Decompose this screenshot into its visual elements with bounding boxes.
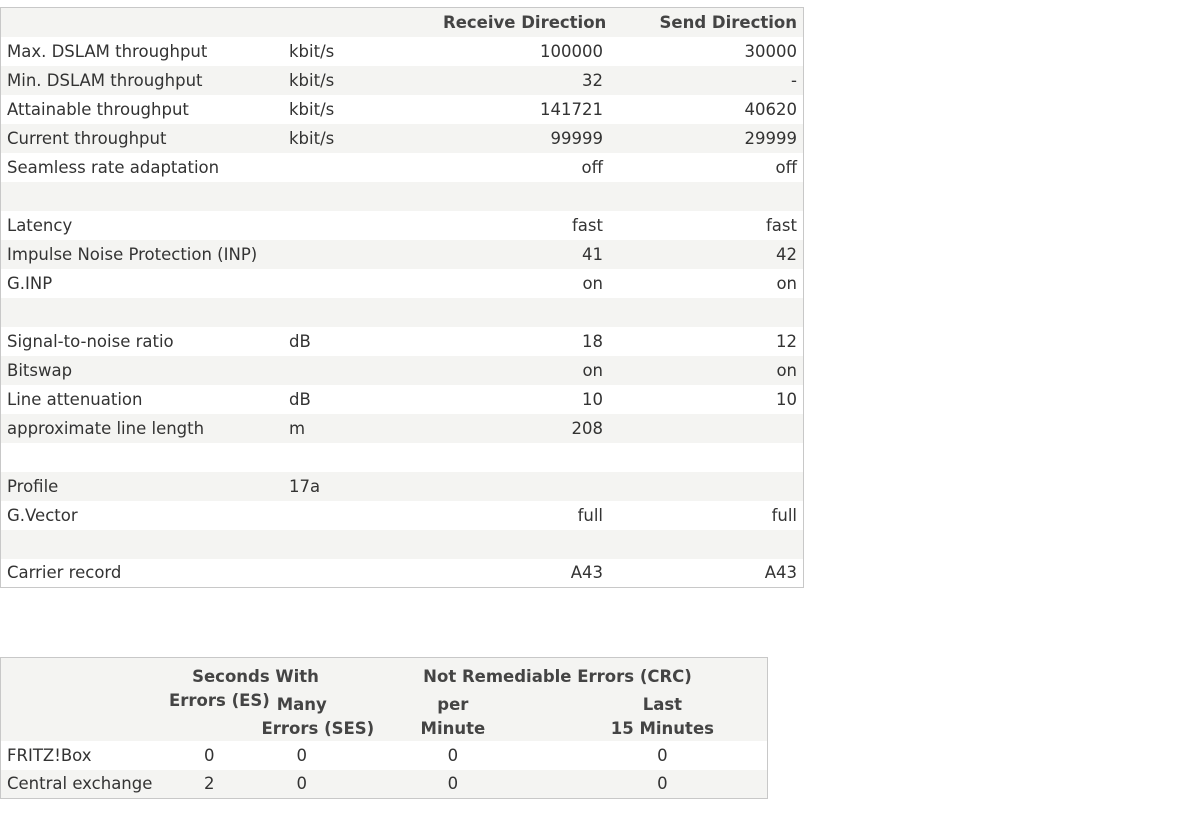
header-receive-direction: Receive Direction bbox=[443, 12, 607, 32]
row-label: Bitswap bbox=[7, 360, 73, 380]
header-empty-unit bbox=[283, 8, 437, 37]
table-row bbox=[1, 37, 804, 66]
header-send-direction: Send Direction bbox=[659, 12, 797, 32]
row-send-value bbox=[609, 443, 804, 472]
row-es-value: 0 bbox=[204, 745, 215, 765]
row-unit: m bbox=[289, 418, 306, 438]
header-ses-line2: Errors (SES) bbox=[261, 718, 375, 738]
row-label: Latency bbox=[7, 215, 73, 235]
header-empty-label bbox=[1, 8, 284, 37]
row-unit: dB bbox=[289, 389, 311, 409]
header-errors-es bbox=[163, 689, 270, 741]
row-send-value: 12 bbox=[776, 331, 797, 351]
header-seconds-with: Seconds With bbox=[192, 666, 319, 686]
table-row bbox=[1, 240, 804, 269]
row-last-15-value: 0 bbox=[657, 774, 668, 794]
header-not-remediable-errors: Not Remediable Errors (CRC) bbox=[423, 666, 692, 686]
row-receive-value: 99999 bbox=[550, 128, 603, 148]
table-row bbox=[1, 559, 804, 588]
row-label: Current throughput bbox=[7, 128, 167, 148]
spacer-row bbox=[1, 443, 804, 472]
row-label: Seamless rate adaptation bbox=[7, 157, 220, 177]
error-column-header-row bbox=[1, 689, 768, 741]
row-send-value bbox=[609, 298, 804, 327]
row-send-value: 10 bbox=[776, 389, 797, 409]
row-receive-value: 10 bbox=[582, 389, 603, 409]
table-row bbox=[1, 95, 804, 124]
row-unit: kbit/s bbox=[289, 41, 335, 61]
row-label bbox=[1, 443, 284, 472]
row-receive-value: off bbox=[581, 157, 603, 177]
table-row bbox=[1, 385, 804, 414]
row-receive-value: fast bbox=[572, 215, 603, 235]
row-unit bbox=[283, 443, 437, 472]
table-row bbox=[1, 269, 804, 298]
row-send-value: off bbox=[775, 157, 797, 177]
row-unit bbox=[283, 240, 437, 269]
header-ses-line1: Many bbox=[276, 694, 327, 714]
row-label: G.Vector bbox=[7, 505, 78, 525]
row-receive-value: 32 bbox=[582, 70, 603, 90]
header-empty bbox=[1, 689, 164, 741]
row-send-value: 29999 bbox=[744, 128, 797, 148]
row-unit bbox=[283, 211, 437, 240]
row-label bbox=[1, 530, 284, 559]
row-label bbox=[1, 182, 284, 211]
header-last-15-line1: Last bbox=[642, 694, 683, 714]
row-label: Central exchange bbox=[7, 774, 153, 794]
row-unit: kbit/s bbox=[289, 99, 335, 119]
row-unit bbox=[283, 501, 437, 530]
header-errors-es-line1: Errors (ES) bbox=[169, 690, 270, 710]
table-row bbox=[1, 211, 804, 240]
row-unit bbox=[283, 298, 437, 327]
row-send-value: 30000 bbox=[744, 41, 797, 61]
row-unit bbox=[283, 559, 437, 588]
row-ses-value: 0 bbox=[296, 745, 307, 765]
row-send-value bbox=[609, 472, 804, 501]
row-label: Carrier record bbox=[7, 563, 122, 583]
row-unit bbox=[283, 182, 437, 211]
row-receive-value: A43 bbox=[570, 563, 603, 583]
row-label: Max. DSLAM throughput bbox=[7, 41, 208, 61]
table-row bbox=[1, 356, 804, 385]
row-send-value: 40620 bbox=[744, 99, 797, 119]
row-receive-value: on bbox=[582, 273, 603, 293]
row-receive-value: 41 bbox=[582, 244, 603, 264]
header-per-minute bbox=[348, 689, 558, 741]
row-receive-value: 100000 bbox=[540, 41, 603, 61]
header-per-minute-line2: Minute bbox=[420, 718, 486, 738]
error-statistics-table bbox=[0, 657, 768, 799]
row-send-value: fast bbox=[766, 215, 797, 235]
row-unit bbox=[283, 356, 437, 385]
row-receive-value: 208 bbox=[571, 418, 603, 438]
row-label: Line attenuation bbox=[7, 389, 143, 409]
row-send-value: on bbox=[776, 273, 797, 293]
row-last-15-value: 0 bbox=[657, 745, 668, 765]
spacer-row bbox=[1, 530, 804, 559]
header-empty bbox=[1, 658, 164, 689]
table-row bbox=[1, 501, 804, 530]
row-unit: kbit/s bbox=[289, 128, 335, 148]
row-unit: dB bbox=[289, 331, 311, 351]
table-row bbox=[1, 66, 804, 95]
row-unit: 17a bbox=[289, 476, 321, 496]
spacer-row bbox=[1, 182, 804, 211]
spacer-row bbox=[1, 298, 804, 327]
row-send-value: 42 bbox=[776, 244, 797, 264]
table-row bbox=[1, 770, 768, 799]
row-send-value: - bbox=[791, 70, 797, 90]
row-receive-value bbox=[437, 472, 609, 501]
row-es-value: 2 bbox=[204, 774, 215, 794]
row-per-minute-value: 0 bbox=[447, 745, 459, 765]
row-receive-value bbox=[437, 443, 609, 472]
header-per-minute-line1: per bbox=[437, 694, 469, 714]
table-row bbox=[1, 153, 804, 182]
row-send-value bbox=[609, 182, 804, 211]
dsl-line-table bbox=[0, 7, 804, 588]
row-send-value: A43 bbox=[764, 563, 797, 583]
header-last-15-line2: 15 Minutes bbox=[610, 718, 714, 738]
table-row bbox=[1, 741, 768, 770]
row-unit bbox=[283, 269, 437, 298]
row-send-value bbox=[609, 414, 804, 443]
row-unit bbox=[283, 530, 437, 559]
row-unit bbox=[283, 153, 437, 182]
table-header-row bbox=[1, 8, 804, 37]
header-last-15-minutes bbox=[558, 689, 768, 741]
row-label bbox=[1, 298, 284, 327]
row-receive-value bbox=[437, 530, 609, 559]
row-label: Attainable throughput bbox=[7, 99, 189, 119]
row-receive-value: on bbox=[582, 360, 603, 380]
row-label: FRITZ!Box bbox=[7, 745, 92, 765]
row-label: Signal-to-noise ratio bbox=[7, 331, 174, 351]
row-label: Profile bbox=[7, 476, 59, 496]
row-label: Min. DSLAM throughput bbox=[7, 70, 203, 90]
error-group-header-row bbox=[1, 658, 768, 689]
row-send-value: full bbox=[771, 505, 797, 525]
row-ses-value: 0 bbox=[296, 774, 307, 794]
table-row bbox=[1, 327, 804, 356]
table-row bbox=[1, 414, 804, 443]
row-per-minute-value: 0 bbox=[447, 774, 459, 794]
row-label: approximate line length bbox=[7, 418, 205, 438]
row-send-value bbox=[609, 530, 804, 559]
row-receive-value: 141721 bbox=[540, 99, 603, 119]
row-receive-value bbox=[437, 182, 609, 211]
row-label: G.INP bbox=[7, 273, 53, 293]
table-row bbox=[1, 124, 804, 153]
row-unit: kbit/s bbox=[289, 70, 335, 90]
row-receive-value bbox=[437, 298, 609, 327]
row-receive-value: 18 bbox=[582, 331, 603, 351]
row-send-value: on bbox=[776, 360, 797, 380]
row-label: Impulse Noise Protection (INP) bbox=[7, 244, 258, 264]
row-receive-value: full bbox=[577, 505, 603, 525]
table-row bbox=[1, 472, 804, 501]
